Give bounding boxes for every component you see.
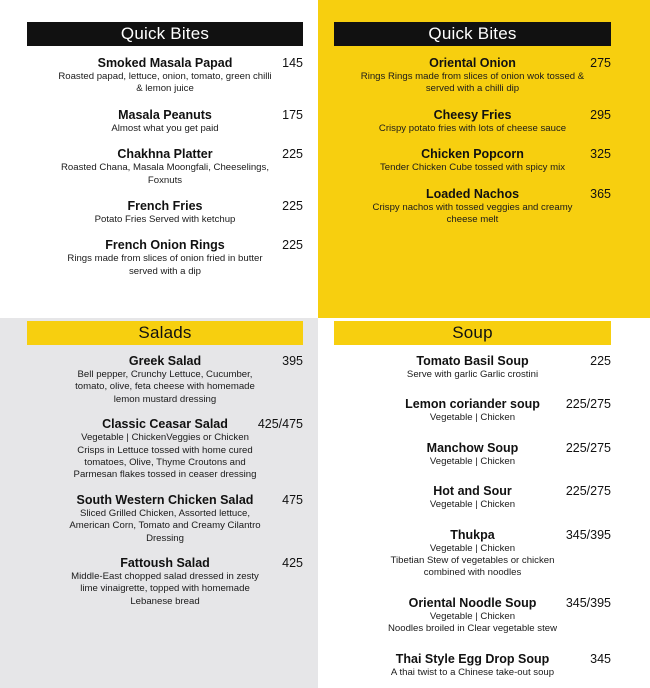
item-desc-line: American Corn, Tomato and Creamy Cilantro — [69, 520, 261, 532]
item-name: Classic Ceasar Salad — [102, 417, 228, 432]
item-price: 475 — [282, 492, 303, 507]
soup-panel — [318, 318, 650, 688]
item-price: 345 — [590, 651, 611, 666]
item-name: Thukpa — [450, 527, 495, 542]
item-desc-line: Tibetian Stew of vegetables or chicken — [390, 555, 555, 567]
item-name: Cheesy Fries — [433, 107, 512, 122]
item-name: Oriental Onion — [429, 56, 516, 70]
item-desc-line: Almost what you get paid — [111, 122, 219, 134]
menu-item — [334, 484, 611, 511]
item-desc-line: Bell pepper, Crunchy Lettuce, Cucumber, — [77, 369, 253, 380]
item-name: Greek Salad — [128, 354, 202, 368]
menu-item — [334, 528, 611, 580]
salads-list — [27, 354, 303, 608]
item-desc-line: Lebanese bread — [130, 595, 200, 607]
item-name: Chakhna Platter — [117, 147, 213, 162]
item-desc-line: Serve with garlic Garlic crostini — [406, 369, 539, 380]
item-name: French Fries — [127, 199, 203, 214]
quick-bites-left-header: Quick Bites — [27, 22, 303, 46]
item-desc-line: Foxnuts — [147, 174, 183, 186]
menu-item — [27, 199, 303, 226]
menu-item — [334, 187, 611, 227]
item-name: Tomato Basil Soup — [416, 354, 529, 368]
item-desc-line: Crispy potato fries with lots of cheese sauce — [378, 122, 567, 134]
item-price: 425 — [282, 556, 303, 571]
item-desc-line: Crispy nachos with tossed veggies and creamy — [372, 201, 573, 213]
item-desc-line: Vegetable | Chicken — [429, 455, 516, 467]
item-desc-line: Vegetable | Chicken — [429, 542, 516, 554]
item-desc-line: Vegetable | Chicken — [429, 499, 516, 511]
item-price: 275 — [590, 56, 611, 70]
item-name: Fattoush Salad — [120, 556, 210, 571]
quick-bites-left-list — [27, 56, 303, 278]
item-desc-line: Vegetable | Chicken — [429, 610, 516, 622]
item-price: 225/275 — [565, 397, 611, 412]
item-desc-line: combined with noodles — [423, 567, 522, 579]
item-desc-line: Vegetable | Chicken — [429, 412, 516, 424]
item-desc-line: Parmesan flakes tossed in ceaser dressing — [73, 469, 257, 481]
item-desc-line: Dressing — [146, 532, 184, 544]
item-desc-line: Rings Rings made from slices of onion wok tossed & — [360, 71, 585, 82]
menu-item — [27, 417, 303, 482]
item-name: Smoked Masala Papad — [97, 56, 233, 70]
item-price: 225/275 — [565, 440, 611, 455]
item-name: Thai Style Egg Drop Soup — [395, 651, 550, 666]
item-name: Hot and Sour — [433, 484, 512, 499]
menu-item — [27, 238, 303, 278]
item-desc-line: Tender Chicken Cube tossed with spicy mix — [379, 162, 566, 174]
item-desc-line: tomatoes, Olive, Thyme Croutons and — [84, 457, 246, 469]
item-desc-line: cheese melt — [446, 214, 499, 226]
item-desc-line: Roasted papad, lettuce, onion, tomato, green chilli — [58, 71, 272, 82]
item-desc-line: Sliced Grilled Chicken, Assorted lettuce, — [79, 507, 251, 519]
item-price: 425/475 — [257, 417, 303, 432]
menu-item — [334, 56, 611, 96]
item-desc-line: served with a dip — [129, 265, 201, 277]
quick-bites-right-header: Quick Bites — [334, 22, 611, 46]
item-desc-line: Middle-East chopped salad dressed in zesty — [71, 571, 259, 583]
menu-item — [334, 596, 611, 636]
menu-item — [27, 147, 303, 187]
item-name: South Western Chicken Salad — [76, 492, 254, 507]
item-name: Oriental Noodle Soup — [408, 595, 537, 610]
item-price: 225 — [282, 199, 303, 214]
menu-item — [334, 147, 611, 174]
soup-header: Soup — [334, 321, 611, 345]
item-desc-line: Potato Fries Served with ketchup — [94, 214, 236, 226]
menu-item — [334, 354, 611, 381]
menu-item — [27, 493, 303, 545]
salads-panel — [0, 318, 318, 688]
item-price: 345/395 — [565, 527, 611, 542]
item-price: 175 — [282, 107, 303, 122]
menu-item — [334, 108, 611, 135]
menu-item — [27, 354, 303, 406]
salads-header: Salads — [27, 321, 303, 345]
item-price: 225 — [590, 354, 611, 368]
item-price: 345/395 — [565, 595, 611, 610]
item-desc-line: tomato, olive, feta cheese with homemade — [75, 381, 255, 393]
item-desc-line: lemon mustard dressing — [113, 393, 217, 405]
quick-bites-right-list — [334, 56, 611, 226]
soup-list — [334, 354, 611, 679]
item-price: 295 — [590, 107, 611, 122]
item-desc-line: A thai twist to a Chinese take-out soup — [390, 666, 555, 678]
menu-item — [27, 108, 303, 135]
item-price: 145 — [282, 56, 303, 70]
item-price: 325 — [590, 147, 611, 162]
item-desc-line: Vegetable | ChickenVeggies or Chicken — [81, 432, 249, 444]
menu-item — [334, 652, 611, 679]
item-name: Masala Peanuts — [118, 107, 212, 122]
item-desc-line: Rings made from slices of onion fried in butter — [67, 253, 263, 265]
item-price: 395 — [282, 354, 303, 368]
menu-item — [334, 397, 611, 424]
item-name: Loaded Nachos — [425, 186, 520, 201]
item-desc-line: & lemon juice — [136, 83, 194, 95]
item-desc-line: served with a chilli dip — [425, 83, 520, 95]
item-name: Chicken Popcorn — [421, 147, 524, 162]
item-name: French Onion Rings — [105, 238, 225, 253]
menu-item — [27, 556, 303, 608]
item-price: 225 — [282, 147, 303, 162]
item-desc-line: lime vinaigrette, topped with homemade — [80, 583, 250, 595]
quick-bites-right-panel — [318, 0, 650, 318]
item-name: Lemon coriander soup — [405, 397, 540, 412]
item-name: Manchow Soup — [426, 440, 519, 455]
item-desc-line: Noodles broiled in Clear vegetable stew — [387, 623, 558, 635]
item-price: 365 — [590, 186, 611, 201]
menu-item — [27, 56, 303, 96]
item-price: 225 — [282, 238, 303, 253]
menu-item — [334, 441, 611, 468]
quick-bites-left-panel — [0, 0, 318, 318]
item-price: 225/275 — [565, 484, 611, 499]
item-desc-line: Roasted Chana, Masala Moongfali, Cheeselings, — [61, 162, 269, 174]
item-desc-line: Crisps in Lettuce tossed with home cured — [77, 444, 253, 456]
